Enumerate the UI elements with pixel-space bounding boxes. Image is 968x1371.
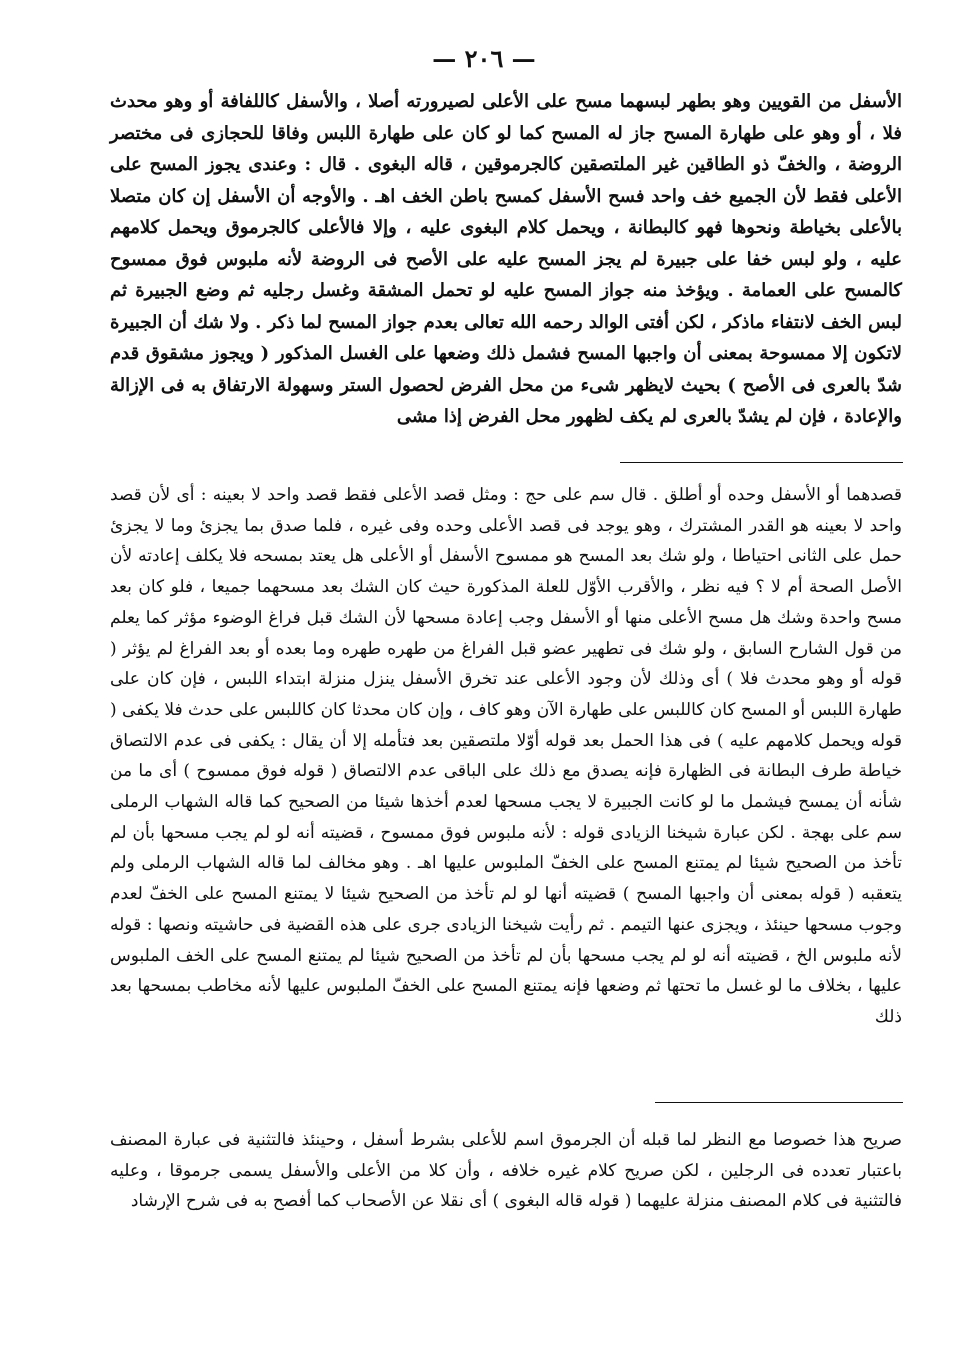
commentary-text-2: صريح هذا خصوصا مع النظر لما قبله أن الجرموق اسم للأعلى بشرط أسفل ، وحينئذ فالتثنية فى عبارة المصنف باعتبار تعدده فى الرجلين ، لكن صريح كلام غيره خلافه ، وأن كلا من الأعلى والأسفل يسمى جرموقا ، وعليه فالتثنية فى كلام المصنف منزلة عليهما ( قوله قاله البغوى ) أى نقلا عن الأصحاب كما أفصح به فى شرح الإرشاد [110, 1130, 902, 1211]
page-number: — ٢٠٦ — [432, 44, 536, 73]
separator-rule [620, 462, 903, 463]
separator-rule-2 [655, 1102, 903, 1103]
commentary-text-1: قصدهما أو الأسفل وحده أو أطلق . قال سم على حج : ومثل قصد الأعلى فقط قصد واحد لا بعينه : أى لأن قصد واحد لا بعينه هو القدر المشترك ، وهو يوجد فى قصد الأعلى وحده وفى غيره ، فلما صدق بما يجزئ وما لا يجزئ حمل على الثانى احتياطا ، ولو شك بعد المسح هو ممسوح الأسفل أو الأعلى هل يعتد بمسحه فلا يكلف إعادته لأن الأصل الصحة أم لا ؟ فيه نظر ، والأقرب الأوّل للعلة المذكورة حيث كان الشك بعد مسحهما جميعا ، فلو كان بعد مسح واحدة وشك هل مسح الأعلى منها أو الأسفل وجب إعادة مسحها لأن الشك قبل فراغ الوضوء مؤثر كما يعلم من قول الشارح السابق ، ولو شك فى تطهير عضو قبل الفراغ من طهره طهره وما بعده أو بعد الفراغ لم يؤثر ( قوله أو وهو محدث فلا ) أى وذلك لأن وجود الأعلى عند تخرق الأسفل ينزل منزلة ابتداء اللبس ، فإن كان على طهارة اللبس أو المسح كان كاللبس على طهارة الآن وهو كاف ، وإن كان محدثا كان كاللبس على حدث فلا يكفى ( قوله ويحمل كلامهم عليه ) فى هذا الحمل بعد قوله أوّلا ملتصقين بعد فتأمله إلا أن يقال : يكفى فى عدم الالتصاق خياطة طرف البطانة فى الظهارة فإنه يصدق مع ذلك على الباقى عدم الالتصاق ( قوله فوق ممسوح ) أى ما من شأنه أن يمسح فيشمل ما لو كانت الجبيرة لا يجب مسحها لعدم أخذها شيئا من الصحيح كما قاله الشهاب الرملى سم على بهجة . لكن عبارة شيخنا الزيادى قوله : لأنه ملبوس فوق ممسوح ، قضيته أنه لو لم يجب مسحها بأن لم تأخذ من الصحيح شيئا لم يمتنع المسح على الخفّ الملبوس عليها اهـ . وهو مخالف لما قاله الشهاب الرملى ولم يتعقبه ( قوله بمعنى أن واجبها المسح ) قضيته أنها لو لم تأخذ من الصحيح شيئا لا يمتنع المسح على الخفّ لعدم وجوب مسحها حينئذ ، ويجزى عنها التيمم . ثم رأيت شيخنا الزيادى جرى على هذه القضية فى حاشيته ونصها : قوله لأنه ملبوس الخ ، قضيته أنه لو لم يجب مسحها بأن لم تأخذ من الصحيح شيئا لم يمتنع المسح على الخف الملبوس عليها ، بخلاف ما لو غسل ما تحتها ثم وضعها فإنه يمتنع المسح على الخفّ الملبوس عليها لأنه مخاطب بمسحها بعد ذلك [110, 485, 902, 1027]
main-text: الأسفل من القويين وهو بطهر لبسهما مسح على الأعلى لصيرورته أصلا ، والأسفل كاللفافة أو وهو محدث فلا ، أو وهو على طهارة المسح جاز له المسح كما لو كان على طهارة اللبس وفاقا للحجازى فى مختصر الروضة ، والخفّ ذو الطاقين غير الملتصقين كالجرموقين ، قاله البغوى . قال : وعندى يجوز المسح على الأعلى فقط لأن الجميع خف واحد فسح الأسفل كمسح باطن الخف اهـ . والأوجه أن الأسفل إن كان متصلا بالأعلى بخياطة ونحوها فهو كالبطانة ، ويحمل كلام البغوى عليه ، وإلا فالأعلى كالجرموق ويحمل كلامهم عليه ، ولو لبس خفا على جبيرة لم يجز المسح عليه على الأصح فى الروضة لأنه ملبوس فوق ممسوح كالمسح على العمامة . ويؤخذ منه جواز المسح عليه لو تحمل المشقة وغسل رجليه ثم وضع الجبيرة ثم لبس الخف لانتفاء ماذكر ، لكن أفتى الوالد رحمه الله تعالى بعدم جواز المسح لما ذكر . ولا شك أن الجبيرة لاتكون إلا ممسوحة بمعنى أن واجبها المسح فشمل ذلك وضعها على الغسل المذكور ( ويجوز مشقوق قدم شدّ بالعرى فى الأصح ) بحيث لايظهر شىء من محل الفرض لحصول الستر وسهولة الارتفاق به فى الإزالة والإعادة ، فإن لم يشدّ بالعرى لم يكف لظهور محل الفرض إذا مشى [110, 91, 902, 427]
commentary-block-1 [110, 480, 902, 1033]
commentary-block-2 [110, 1125, 902, 1217]
main-text-block [110, 86, 902, 433]
